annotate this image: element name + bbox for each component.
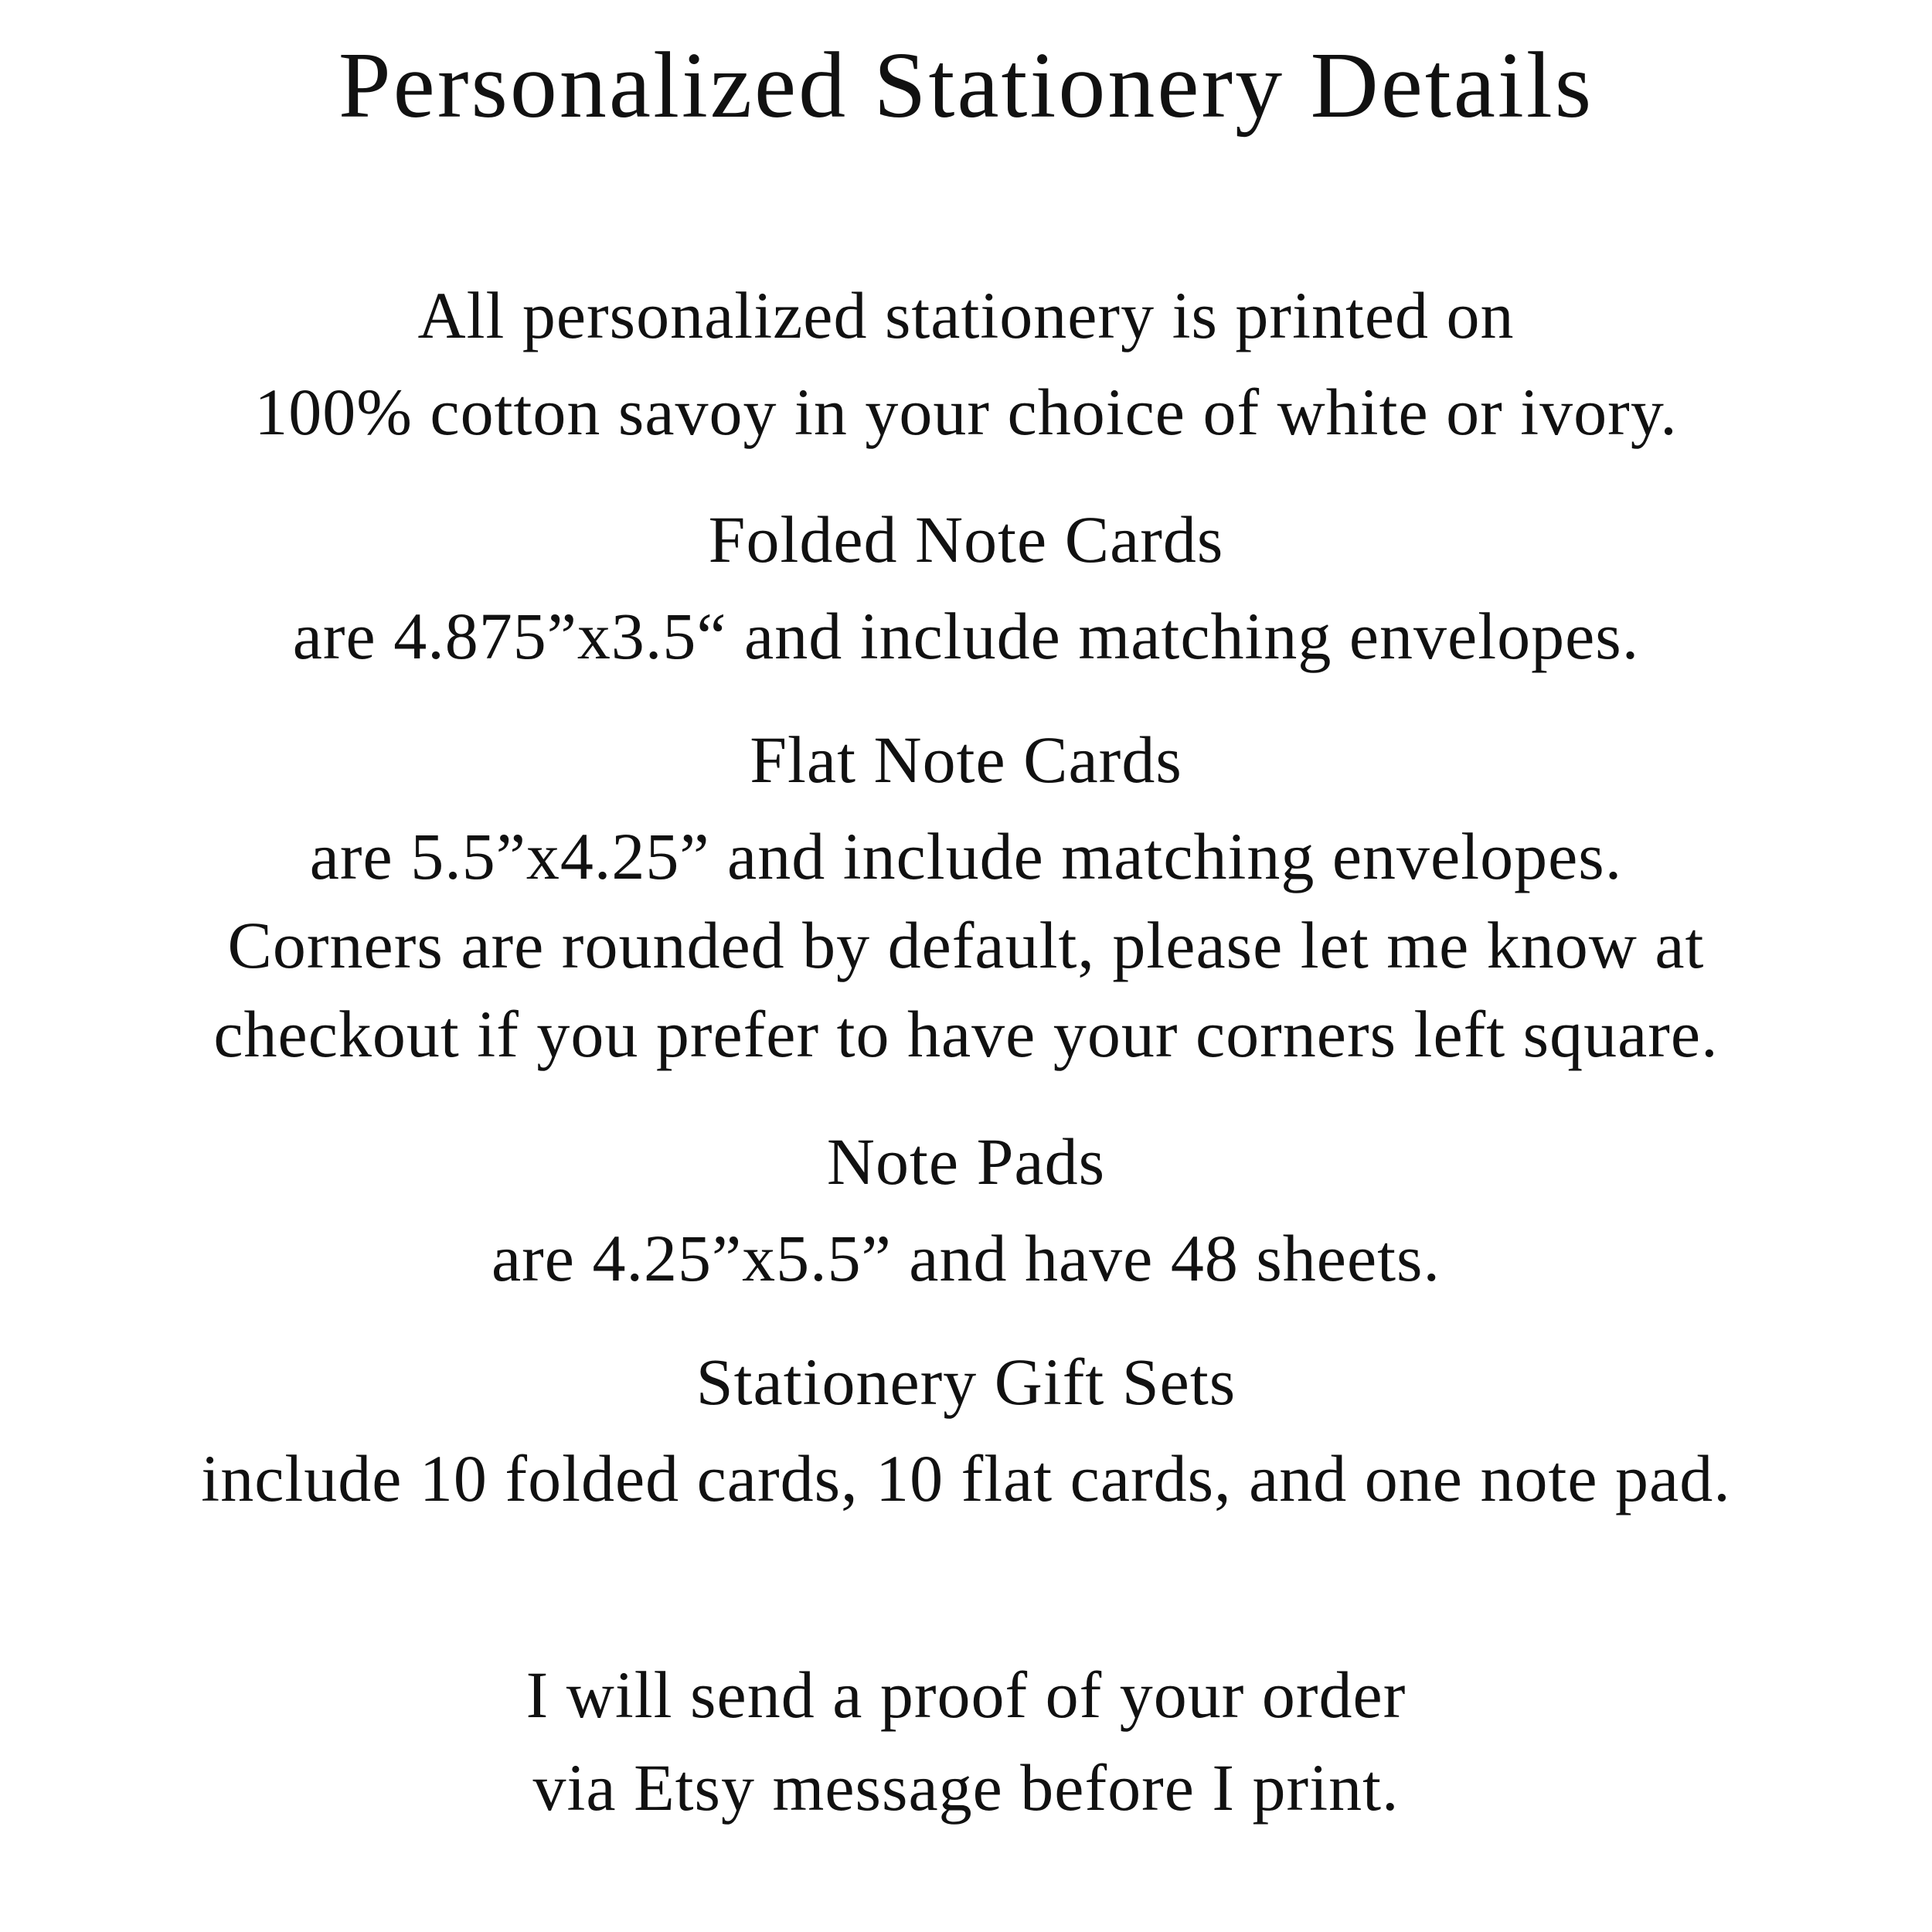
page-title: Personalized Stationery Details xyxy=(338,33,1594,138)
gift-sets-heading: Stationery Gift Sets xyxy=(696,1345,1236,1419)
intro-line-2: 100% cotton savoy in your choice of white or ivory. xyxy=(254,375,1678,449)
flat-note-cards-note-line-1: Corners are rounded by default, please let me know at xyxy=(227,908,1705,982)
proof-line-2: via Etsy message before I print. xyxy=(532,1750,1400,1825)
gift-sets-detail: include 10 folded cards, 10 flat cards, and one note pad. xyxy=(201,1441,1731,1515)
proof-line-1: I will send a proof of your order xyxy=(526,1658,1406,1732)
flat-note-cards-detail: are 5.5”x4.25” and include matching envelopes. xyxy=(309,819,1623,893)
note-pads-detail: are 4.25”x5.5” and have 48 sheets. xyxy=(491,1221,1440,1295)
flat-note-cards-note-line-2: checkout if you prefer to have your corners left square. xyxy=(213,997,1719,1071)
flat-note-cards-heading: Flat Note Cards xyxy=(750,723,1182,797)
folded-note-cards-detail: are 4.875”x3.5“ and include matching envelopes. xyxy=(292,599,1640,673)
intro-line-1: All personalized stationery is printed on xyxy=(417,278,1515,352)
folded-note-cards-heading: Folded Note Cards xyxy=(708,502,1224,577)
note-pads-heading: Note Pads xyxy=(826,1124,1106,1199)
